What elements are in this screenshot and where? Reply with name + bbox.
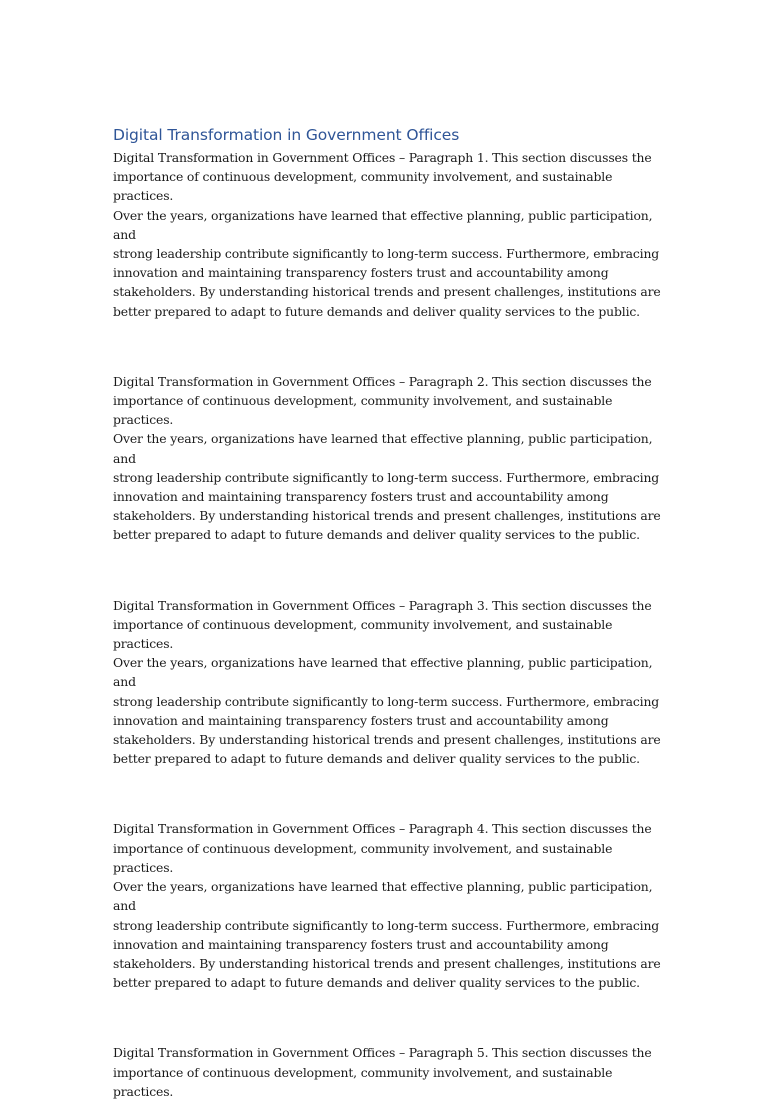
document-heading: Digital Transformation in Government Offices xyxy=(113,126,460,144)
paragraph-2: Digital Transformation in Government Offices – Paragraph 2. This section discusses the importance of continuous development, community involvement, and sustainable practices. Over the years, organizations have learned that effective planning, public participation, and strong leadership contribute significantly to long-term success. Furthermore, embracing innovation and maintaining transparency fosters trust and accountability among stakeholders. By understanding historical trends and present challenges, institutions are better prepared to adapt to future demands and deliver quality services to the public. xyxy=(113,373,661,543)
paragraph-4: Digital Transformation in Government Offices – Paragraph 4. This section discusses the importance of continuous development, community involvement, and sustainable practices. Over the years, organizations have learned that effective planning, public participation, and strong leadership contribute significantly to long-term success. Furthermore, embracing innovation and maintaining transparency fosters trust and accountability among stakeholders. By understanding historical trends and present challenges, institutions are better prepared to adapt to future demands and deliver quality services to the public. xyxy=(113,821,661,991)
paragraph-5: Digital Transformation in Government Offices – Paragraph 5. This section discusses the importance of continuous development, community involvement, and sustainable practices. xyxy=(113,1045,652,1099)
document-body xyxy=(113,124,673,1101)
paragraph-3: Digital Transformation in Government Offices – Paragraph 3. This section discusses the importance of continuous development, community involvement, and sustainable practices. Over the years, organizations have learned that effective planning, public participation, and strong leadership contribute significantly to long-term success. Furthermore, embracing innovation and maintaining transparency fosters trust and accountability among stakeholders. By understanding historical trends and present challenges, institutions are better prepared to adapt to future demands and deliver quality services to the public. xyxy=(113,597,661,767)
paragraph-1: Digital Transformation in Government Offices – Paragraph 1. This section discusses the importance of continuous development, community involvement, and sustainable practices. Over the years, organizations have learned that effective planning, public participation, and strong leadership contribute significantly to long-term success. Furthermore, embracing innovation and maintaining transparency fosters trust and accountability among stakeholders. By understanding historical trends and present challenges, institutions are better prepared to adapt to future demands and deliver quality services to the public. xyxy=(113,150,661,319)
